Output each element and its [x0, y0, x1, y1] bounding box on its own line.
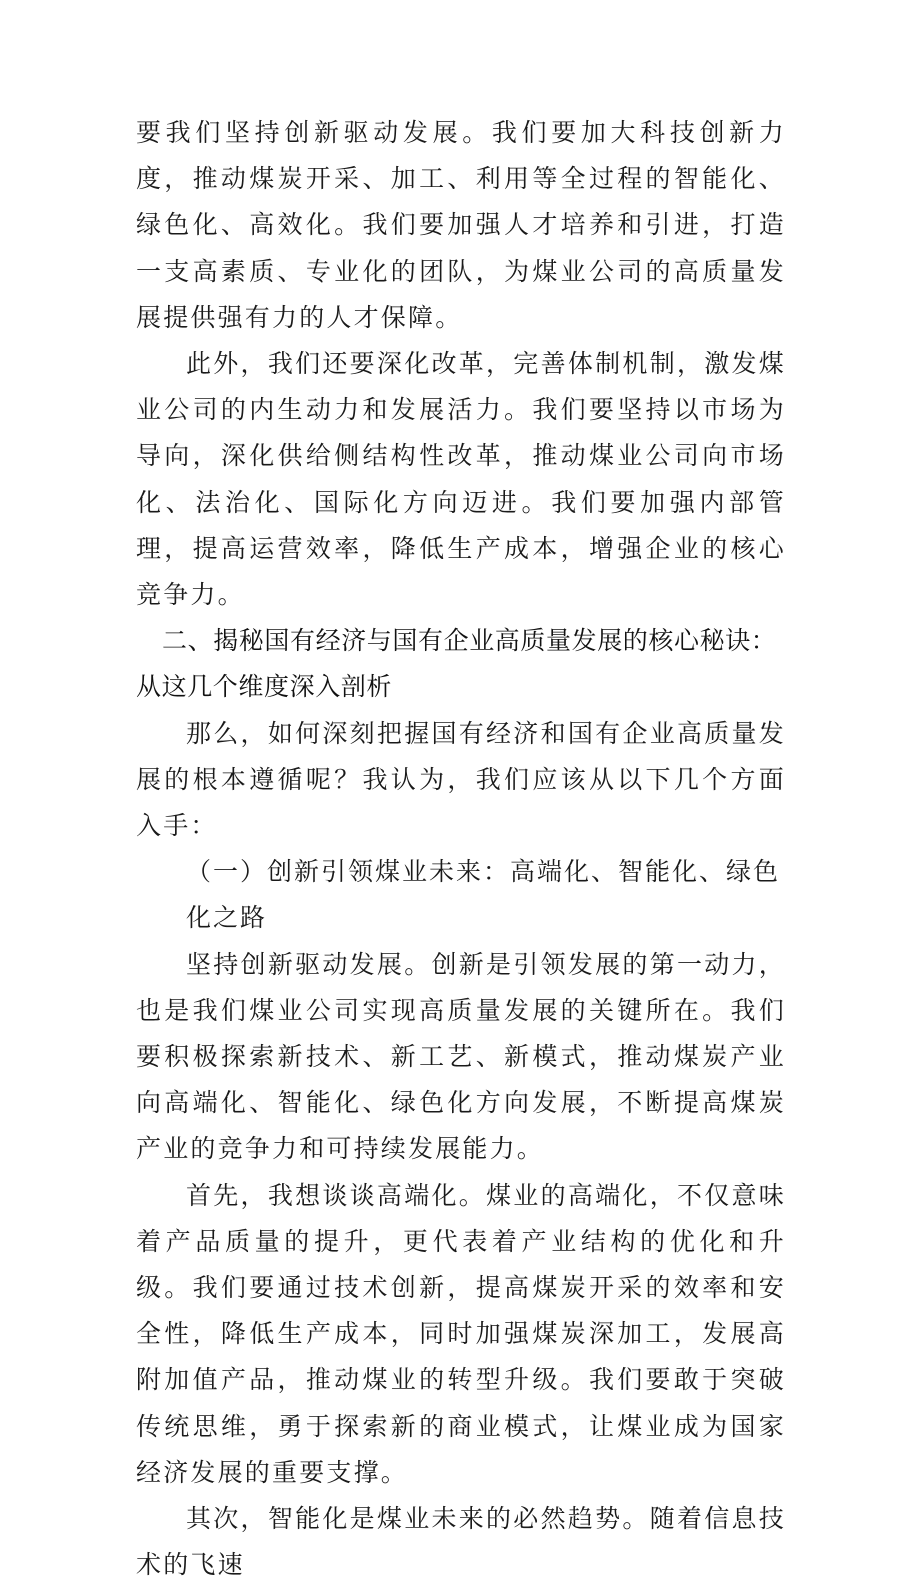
subsection-heading: （一）创新引领煤业未来：高端化、智能化、绿色化之路 [186, 857, 781, 933]
document-body [136, 110, 786, 1589]
paragraph-high-end: 首先，我想谈谈高端化。煤业的高端化，不仅意味着产品质量的提升，更代表着产业结构的优化和升级。我们要通过技术创新，提高煤炭开采的效率和安全性，降低生产成本，同时加强煤炭深加工，发展高附加值产品，推动煤业的转型升级。我们要敢于突破传统思维，勇于探索新的商业模式，让煤业成为国家经济发展的重要支撑。 [136, 1180, 786, 1487]
paragraph-intelligent: 其次，智能化是煤业未来的必然趋势。随着信息技术的飞速 [136, 1504, 786, 1580]
paragraph-reform: 此外，我们还要深化改革，完善体制机制，激发煤业公司的内生动力和发展活力。我们要坚持以市场为导向，深化供给侧结构性改革，推动煤业公司向市场化、法治化、国际化方向迈进。我们要加强内部管理，提高运营效率，降低生产成本，增强企业的核心竞争力。 [136, 349, 786, 610]
section-heading: 二、揭秘国有经济与国有企业高质量发展的核心秘诀：从这几个维度深入剖析 [136, 626, 777, 702]
paragraph-continuation: 要我们坚持创新驱动发展。我们要加大科技创新力度，推动煤炭开采、加工、利用等全过程的智能化、绿色化、高效化。我们要加强人才培养和引进，打造一支高素质、专业化的团队，为煤业公司的高质量发展提供强有力的人才保障。 [136, 118, 786, 332]
paragraph-intro: 那么，如何深刻把握国有经济和国有企业高质量发展的根本遵循呢？我认为，我们应该从以下几个方面入手： [136, 718, 786, 841]
paragraph-innovation: 坚持创新驱动发展。创新是引领发展的第一动力，也是我们煤业公司实现高质量发展的关键所在。我们要积极探索新技术、新工艺、新模式，推动煤炭产业向高端化、智能化、绿色化方向发展，不断提高煤炭产业的竞争力和可持续发展能力。 [136, 949, 786, 1164]
